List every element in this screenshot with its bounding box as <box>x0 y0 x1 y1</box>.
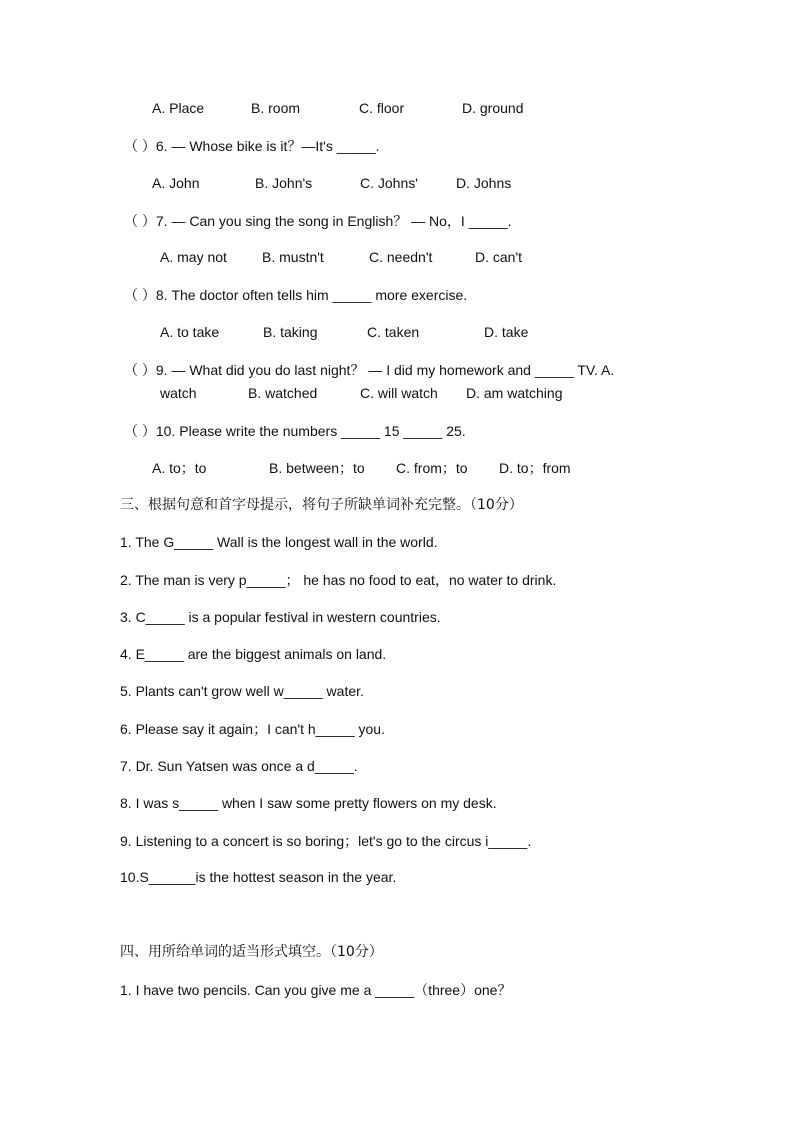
q8-option-d: D. take <box>484 324 529 340</box>
question-7: （ ）7. — Can you sing the song in English？ — No，I _____. <box>124 213 512 229</box>
q6-option-b: B. John's <box>255 175 313 191</box>
q10-option-d: D. to；from <box>499 460 571 476</box>
question-10: （ ）10. Please write the numbers _____ 15 _____ 25. <box>124 423 466 439</box>
section-3-item: 6. Please say it again；I can't h_____ you. <box>120 721 385 737</box>
section-4-item: 1. I have two pencils. Can you give me a _____（three）one？ <box>120 982 512 998</box>
q7-option-a: A. may not <box>160 249 227 265</box>
q7-option-c: C. needn't <box>369 249 433 265</box>
q9-option-c: C. will watch <box>360 385 438 401</box>
q5-option-c: C. floor <box>359 100 405 116</box>
q6-option-a: A. John <box>152 175 200 191</box>
q8-option-b: B. taking <box>263 324 318 340</box>
section-3-item: 4. E_____ are the biggest animals on land. <box>120 646 387 662</box>
question-9: （ ）9. — What did you do last night？ — I did my homework and _____ TV. A. <box>124 362 615 378</box>
q7-option-b: B. mustn't <box>262 249 324 265</box>
section-3-item: 5. Plants can't grow well w_____ water. <box>120 683 364 699</box>
q10-option-a: A. to；to <box>152 460 207 476</box>
section-3-item: 3. C_____ is a popular festival in western countries. <box>120 609 441 625</box>
q5-option-a: A. Place <box>152 100 205 116</box>
section-3-item: 10.S______is the hottest season in the year. <box>120 869 397 885</box>
q6-option-c: C. Johns' <box>360 175 418 191</box>
q5-option-d: D. ground <box>462 100 524 116</box>
section-3-item: 1. The G_____ Wall is the longest wall in the world. <box>120 534 438 550</box>
section-3-item: 2. The man is very p_____； he has no food to eat，no water to drink. <box>120 572 557 588</box>
question-6: （ ）6. — Whose bike is it？—It's _____. <box>124 138 380 154</box>
q7-option-d: D. can't <box>475 249 523 265</box>
q9-option-a-continued: watch <box>160 385 197 401</box>
q8-option-a: A. to take <box>160 324 220 340</box>
q5-option-b: B. room <box>251 100 301 116</box>
section-3-item: 7. Dr. Sun Yatsen was once a d_____. <box>120 758 358 774</box>
q6-option-d: D. Johns <box>456 175 512 191</box>
q10-option-c: C. from；to <box>396 460 468 476</box>
section-4-heading: 四、用所给单词的适当形式填空。（10分） <box>120 944 383 960</box>
q8-option-c: C. taken <box>367 324 420 340</box>
q9-option-b: B. watched <box>248 385 318 401</box>
section-3-item: 9. Listening to a concert is so boring；let's go to the circus i_____. <box>120 833 532 849</box>
q10-option-b: B. between；to <box>269 460 365 476</box>
q9-option-d: D. am watching <box>466 385 563 401</box>
section-3-item: 8. I was s_____ when I saw some pretty flowers on my desk. <box>120 795 497 811</box>
section-3-heading: 三、根据句意和首字母提示，将句子所缺单词补充完整。（10分） <box>120 497 523 513</box>
question-8: （ ）8. The doctor often tells him _____ more exercise. <box>124 287 468 303</box>
